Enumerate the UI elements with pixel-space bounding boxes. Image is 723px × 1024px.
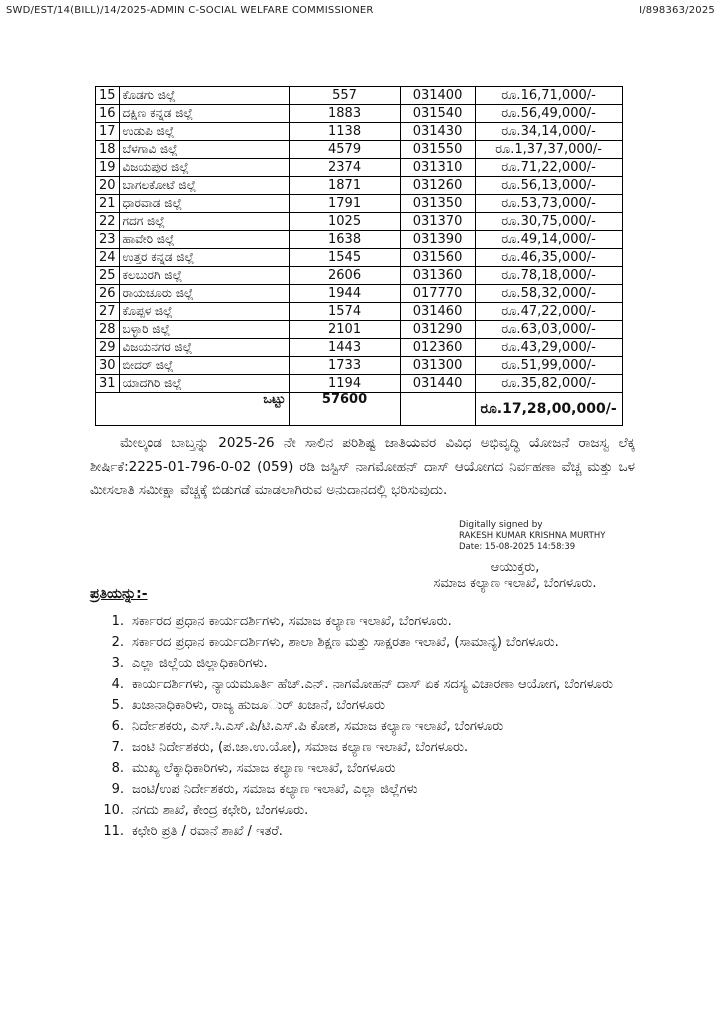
list-item-text: ಸರ್ಕಾರದ ಪ್ರಧಾನ ಕಾರ್ಯದರ್ಶಿಗಳು, ಶಾಲಾ ಶಿಕ್ಷಣ ಮತ್ತು ಸಾಕ್ಷರತಾ ಇಲಾಖೆ, (ಸಾಮಾನ್ಯ) ಬೆಂಗಳೂರು.: [132, 635, 559, 650]
amount: ರೂ.56,49,000/-: [475, 105, 622, 123]
table-row: [96, 123, 623, 141]
beneficiary-count: 2101: [289, 321, 400, 339]
row-number: 29: [96, 339, 120, 357]
list-item-number: 5.: [111, 698, 124, 713]
list-item-number: 3.: [111, 656, 124, 671]
row-number: 30: [96, 357, 120, 375]
list-item-number: 1.: [111, 614, 124, 629]
district-name: ಹಾವೇರಿ ಜಿಲ್ಲೆ: [119, 231, 289, 249]
row-number: 27: [96, 303, 120, 321]
total-row: [96, 393, 623, 426]
amount: ರೂ.63,03,000/-: [475, 321, 622, 339]
list-item: [90, 612, 650, 631]
ddo-code: 031290: [400, 321, 475, 339]
beneficiary-count: 1791: [289, 195, 400, 213]
table-row: [96, 357, 623, 375]
amount: ರೂ.56,13,000/-: [475, 177, 622, 195]
beneficiary-count: 1194: [289, 375, 400, 393]
beneficiary-count: 2606: [289, 267, 400, 285]
beneficiary-count: 1638: [289, 231, 400, 249]
list-item-text: ಮುಖ್ಯ ಲೆಕ್ಕಾಧಿಕಾರಿಗಳು, ಸಮಾಜ ಕಲ್ಯಾಣ ಇಲಾಖೆ, ಬೆಂಗಳೂರು: [132, 761, 396, 776]
district-name: ವಿಜಯಪುರ ಜಿಲ್ಲೆ: [119, 159, 289, 177]
ddo-code: 031560: [400, 249, 475, 267]
table-row: [96, 267, 623, 285]
allocation-table-body: [96, 87, 623, 426]
list-item-number: 2.: [111, 635, 124, 650]
district-name: ಕೊಪ್ಪಳ ಜಿಲ್ಲೆ: [119, 303, 289, 321]
total-code-empty: [400, 393, 475, 426]
list-item: [90, 696, 650, 715]
amount: ರೂ.49,14,000/-: [475, 231, 622, 249]
beneficiary-count: 4579: [289, 141, 400, 159]
ddo-code: 031540: [400, 105, 475, 123]
list-item-text: ಸರ್ಕಾರದ ಪ್ರಧಾನ ಕಾರ್ಯದರ್ಶಿಗಳು, ಸಮಾಜ ಕಲ್ಯಾಣ ಇಲಾಖೆ, ಬೆಂಗಳೂರು.: [132, 614, 452, 629]
table-row: [96, 213, 623, 231]
ddo-code: 031260: [400, 177, 475, 195]
signature-line-2: RAKESH KUMAR KRISHNA MURTHY: [459, 531, 606, 541]
amount: ರೂ.34,14,000/-: [475, 123, 622, 141]
district-name: ದಕ್ಷಿಣ ಕನ್ನಡ ಜಿಲ್ಲೆ: [119, 105, 289, 123]
list-item-text: ಕಛೇರಿ ಪ್ರತಿ / ರವಾನೆ ಶಾಖೆ / ಇತರೆ.: [132, 824, 283, 839]
total-amount: ರೂ.17,28,00,000/-: [475, 393, 622, 426]
beneficiary-count: 557: [289, 87, 400, 105]
table-row: [96, 375, 623, 393]
document-number: I/898363/2025: [639, 5, 715, 16]
table-row: [96, 249, 623, 267]
amount: ರೂ.35,82,000/-: [475, 375, 622, 393]
beneficiary-count: 1443: [289, 339, 400, 357]
list-item: [90, 822, 650, 841]
total-count: 57600: [289, 393, 400, 426]
table-row: [96, 339, 623, 357]
list-item-text: ಖಜಾನಾಧಿಕಾರಿಳು, ರಾಜ್ಯ ಹುಜೂ◌ುರ್ ಖಜಾನೆ, ಬೆಂಗಳೂರು: [132, 698, 386, 713]
beneficiary-count: 1574: [289, 303, 400, 321]
row-number: 18: [96, 141, 120, 159]
row-number: 23: [96, 231, 120, 249]
district-name: ಬೀದರ್ ಜಿಲ್ಲೆ: [119, 357, 289, 375]
table-row: [96, 105, 623, 123]
list-item-text: ನಿರ್ದೇಶಕರು, ಎಸ್.ಸಿ.ಎಸ್.ಪಿ/ಟಿ.ಎಸ್.ಪಿ ಕೋಶ, ಸಮಾಜ ಕಲ್ಯಾಣ ಇಲಾಖೆ, ಬೆಂಗಳೂರು: [132, 719, 504, 734]
amount: ರೂ.58,32,000/-: [475, 285, 622, 303]
list-item-text: ಕಾರ್ಯದರ್ಶಿಗಳು, ನ್ಯಾಯಮೂರ್ತಿ ಹೆಚ್.ಎನ್. ನಾಗಮೋಹನ್ ದಾಸ್ ಏಕ ಸದಸ್ಯ ವಿಚಾರಣಾ ಆಯೋಗ, ಬೆಂಗಳೂರು: [132, 677, 613, 692]
signature-line-3: Date: 15-08-2025 14:58:39: [459, 542, 576, 552]
district-name: ಉಡುಪಿ ಜಿಲ್ಲೆ: [119, 123, 289, 141]
amount: ರೂ.46,35,000/-: [475, 249, 622, 267]
table-row: [96, 195, 623, 213]
amount: ರೂ.78,18,000/-: [475, 267, 622, 285]
table-row: [96, 159, 623, 177]
list-item: [90, 780, 650, 799]
amount: ರೂ.47,22,000/-: [475, 303, 622, 321]
beneficiary-count: 1025: [289, 213, 400, 231]
ddo-code: 031310: [400, 159, 475, 177]
district-name: ವಿಜಯನಗರ ಜಿಲ್ಲೆ: [119, 339, 289, 357]
list-item: [90, 801, 650, 820]
row-number: 15: [96, 87, 120, 105]
list-item: [90, 675, 650, 694]
digital-signature: [459, 520, 605, 553]
signing-office: [405, 560, 625, 592]
district-name: ರಾಯಚೂರು ಜಿಲ್ಲೆ: [119, 285, 289, 303]
row-number: 16: [96, 105, 120, 123]
list-item-number: 8.: [111, 761, 124, 776]
row-number: 28: [96, 321, 120, 339]
table-row: [96, 87, 623, 105]
beneficiary-count: 1871: [289, 177, 400, 195]
office-title: ಆಯುಕ್ತರು,: [490, 560, 540, 575]
list-item-number: 4.: [111, 677, 124, 692]
district-name: ಯಾದಗಿರಿ ಜಿಲ್ಲೆ: [119, 375, 289, 393]
amount: ರೂ.1,37,37,000/-: [475, 141, 622, 159]
copies-heading: ಪ್ರತಿಯನ್ನು:-: [90, 586, 148, 602]
list-item-text: ಜಂಟಿ/ಉಪ ನಿರ್ದೇಶಕರು, ಸಮಾಜ ಕಲ್ಯಾಣ ಇಲಾಖೆ, ಎಲ್ಲಾ ಜಿಲ್ಲೆಗಳು: [132, 782, 418, 797]
list-item-text: ಎಲ್ಲಾ ಜಿಲ್ಲೆಯ ಜಿಲ್ಲಾಧಿಕಾರಿಗಳು.: [132, 656, 268, 671]
table-row: [96, 177, 623, 195]
allocation-table: [95, 86, 623, 426]
district-name: ಬೆಳಗಾವಿ ಜಿಲ್ಲೆ: [119, 141, 289, 159]
ddo-code: 031400: [400, 87, 475, 105]
table-row: [96, 141, 623, 159]
list-item: [90, 738, 650, 757]
row-number: 22: [96, 213, 120, 231]
district-name: ಉತ್ತರ ಕನ್ನಡ ಜಿಲ್ಲೆ: [119, 249, 289, 267]
amount: ರೂ.71,22,000/-: [475, 159, 622, 177]
list-item-text: ಜಂಟಿ ನಿರ್ದೇಶಕರು, (ಪ.ಜಾ.ಉ.ಯೋ), ಸಮಾಜ ಕಲ್ಯಾಣ ಇಲಾಖೆ, ಬೆಂಗಳೂರು.: [132, 740, 469, 755]
row-number: 19: [96, 159, 120, 177]
beneficiary-count: 1138: [289, 123, 400, 141]
row-number: 26: [96, 285, 120, 303]
beneficiary-count: 2374: [289, 159, 400, 177]
beneficiary-count: 1545: [289, 249, 400, 267]
ddo-code: 031360: [400, 267, 475, 285]
total-label: ಒಟ್ಟು: [96, 393, 290, 426]
table-row: [96, 321, 623, 339]
list-item-number: 6.: [111, 719, 124, 734]
table-row: [96, 231, 623, 249]
list-item: [90, 717, 650, 736]
row-number: 31: [96, 375, 120, 393]
row-number: 17: [96, 123, 120, 141]
row-number: 24: [96, 249, 120, 267]
copies-list: [90, 612, 650, 843]
ddo-code: 031460: [400, 303, 475, 321]
document-reference: SWD/EST/14(BILL)/14/2025-ADMIN C-SOCIAL WELFARE COMMISSIONER: [6, 5, 374, 16]
district-name: ಗದಗ ಜಿಲ್ಲೆ: [119, 213, 289, 231]
row-number: 20: [96, 177, 120, 195]
district-name: ಧಾರವಾಡ ಜಿಲ್ಲೆ: [119, 195, 289, 213]
beneficiary-count: 1883: [289, 105, 400, 123]
office-department: ಸಮಾಜ ಕಲ್ಯಾಣ ಇಲಾಖೆ, ಬೆಂಗಳೂರು.: [433, 576, 597, 591]
table-row: [96, 285, 623, 303]
beneficiary-count: 1733: [289, 357, 400, 375]
district-name: ಬಾಗಲಕೋಟೆ ಜಿಲ್ಲೆ: [119, 177, 289, 195]
list-item: [90, 654, 650, 673]
list-item-number: 7.: [111, 740, 124, 755]
ddo-code: 031370: [400, 213, 475, 231]
ddo-code: 017770: [400, 285, 475, 303]
amount: ರೂ.51,99,000/-: [475, 357, 622, 375]
ddo-code: 031430: [400, 123, 475, 141]
district-name: ಕಲಬುರಗಿ ಜಿಲ್ಲೆ: [119, 267, 289, 285]
list-item-number: 11.: [103, 824, 124, 839]
order-paragraph: [90, 432, 635, 503]
table-row: [96, 303, 623, 321]
amount: ರೂ.30,75,000/-: [475, 213, 622, 231]
list-item: [90, 759, 650, 778]
district-name: ಬಳ್ಳಾರಿ ಜಿಲ್ಲೆ: [119, 321, 289, 339]
row-number: 25: [96, 267, 120, 285]
list-item-text: ನಗದು ಶಾಖೆ, ಕೇಂದ್ರ ಕಛೇರಿ, ಬೆಂಗಳೂರು.: [132, 803, 309, 818]
amount: ರೂ.43,29,000/-: [475, 339, 622, 357]
list-item-number: 10.: [103, 803, 124, 818]
signature-line-1: Digitally signed by: [459, 520, 543, 530]
ddo-code: 031550: [400, 141, 475, 159]
ddo-code: 031440: [400, 375, 475, 393]
row-number: 21: [96, 195, 120, 213]
amount: ರೂ.16,71,000/-: [475, 87, 622, 105]
list-item-number: 9.: [111, 782, 124, 797]
amount: ರೂ.53,73,000/-: [475, 195, 622, 213]
order-paragraph-text: ಮೇಲ್ಕಂಡ ಬಾಬ್ತನ್ನು 2025-26 ನೇ ಸಾಲಿನ ಪರಿಶಿಷ್ಟ ಜಾತಿಯವರ ವಿವಿಧ ಅಭಿವೃದ್ಧಿ ಯೋಜನೆ ರಾಜಸ್ವ ಲೆಕ್ಕ ಶೀರ್ಷಿಕೆ:2225-01-796-0-02 (059) ರಡಿ ಜಸ್ಟಿಸ್ ನಾಗಮೋಹನ್ ದಾಸ್ ಆಯೋಗದ ನಿರ್ವಹಣಾ ವೆಚ್ಚ ಮತ್ತು ಒಳ ಮೀಸಲಾತಿ ಸಮೀಕ್ಷಾ ವೆಚ್ಚಕ್ಕೆ ಬಿಡುಗಡೆ ಮಾಡಲಾಗಿರುವ ಅನುದಾನದಲ್ಲಿ ಭರಿಸುವುದು.: [90, 435, 635, 498]
beneficiary-count: 1944: [289, 285, 400, 303]
ddo-code: 031300: [400, 357, 475, 375]
district-name: ಕೊಡಗು ಜಿಲ್ಲೆ: [119, 87, 289, 105]
ddo-code: 031350: [400, 195, 475, 213]
ddo-code: 031390: [400, 231, 475, 249]
list-item: [90, 633, 650, 652]
ddo-code: 012360: [400, 339, 475, 357]
